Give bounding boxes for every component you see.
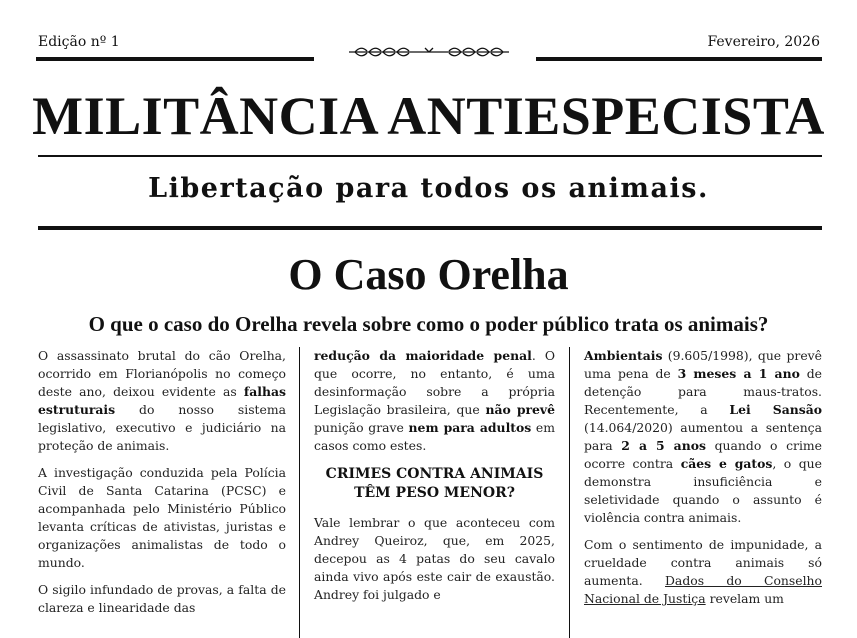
article-subheadline: O que o caso do Orelha revela sobre como o poder público trata os animais? bbox=[88, 312, 769, 336]
slogan-rule bbox=[38, 226, 822, 230]
article-headline: O Caso Orelha bbox=[288, 250, 569, 299]
paragraph: O assassinato brutal do cão Orelha, ocorrido em Florianópolis no começo deste ano, deixou evidente as falhas estruturais do nosso sistema legislativo, executivo e judiciário na proteção de animais. bbox=[38, 348, 286, 453]
column-divider bbox=[299, 347, 300, 638]
edition-label: Edição nº 1 bbox=[38, 34, 120, 50]
article-column-2 bbox=[314, 347, 555, 613]
cnj-data-link[interactable]: Dados do Conselho Nacional de Justiça bbox=[584, 573, 822, 606]
paragraph: redução da maioridade penal. O que ocorre, no entanto, é uma desinformação sobre a própria Legislação brasileira, que não prevê punição grave nem para adultos em casos como estes. bbox=[314, 348, 555, 453]
paragraph: A investigação conduzida pela Polícia Civil de Santa Catarina (PCSC) e acompanhada pelo Ministério Público levanta críticas de ativistas, juristas e organizações animalistas de todo o mundo. bbox=[38, 465, 286, 570]
paragraph: Ambientais (9.605/1998), que prevê uma pena de 3 meses a 1 ano de detenção para maus-tratos. Recentemente, a Lei Sansão (14.064/2020) aumentou a sentença para 2 a 5 anos quando o crime ocorre contra cães e gatos, o que demonstra insuficiência e seletividade quando o assunto é violência contra animais. bbox=[584, 348, 823, 525]
article-column-1 bbox=[38, 347, 286, 626]
slogan: Libertação para todos os animais. bbox=[148, 173, 709, 204]
section-title: CRIMES CONTRA ANIMAIS TÊM PESO MENOR? bbox=[325, 466, 544, 501]
top-rule-right bbox=[536, 57, 822, 61]
paragraph: Vale lembrar o que aconteceu com Andrey Queiroz, que, em 2025, decepou as 4 patas do seu cavalo ainda vivo após este cair de exaustão. Andrey foi julgado e bbox=[314, 515, 555, 602]
laurel-ornament-icon bbox=[343, 38, 515, 66]
masthead-rule bbox=[38, 155, 822, 157]
paragraph: Com o sentimento de impunidade, a crueldade contra animais só aumenta. Dados do Conselho Nacional de Justiça revelam um bbox=[584, 537, 822, 606]
column-divider bbox=[569, 347, 570, 638]
paragraph: O sigilo infundado de provas, a falta de clareza e linearidade das bbox=[38, 582, 286, 615]
date-label: Fevereiro, 2026 bbox=[707, 34, 820, 50]
article-column-3 bbox=[584, 347, 822, 617]
masthead-title: MILITÂNCIA ANTIESPECISTA bbox=[32, 86, 825, 146]
top-rule-left bbox=[36, 57, 314, 61]
